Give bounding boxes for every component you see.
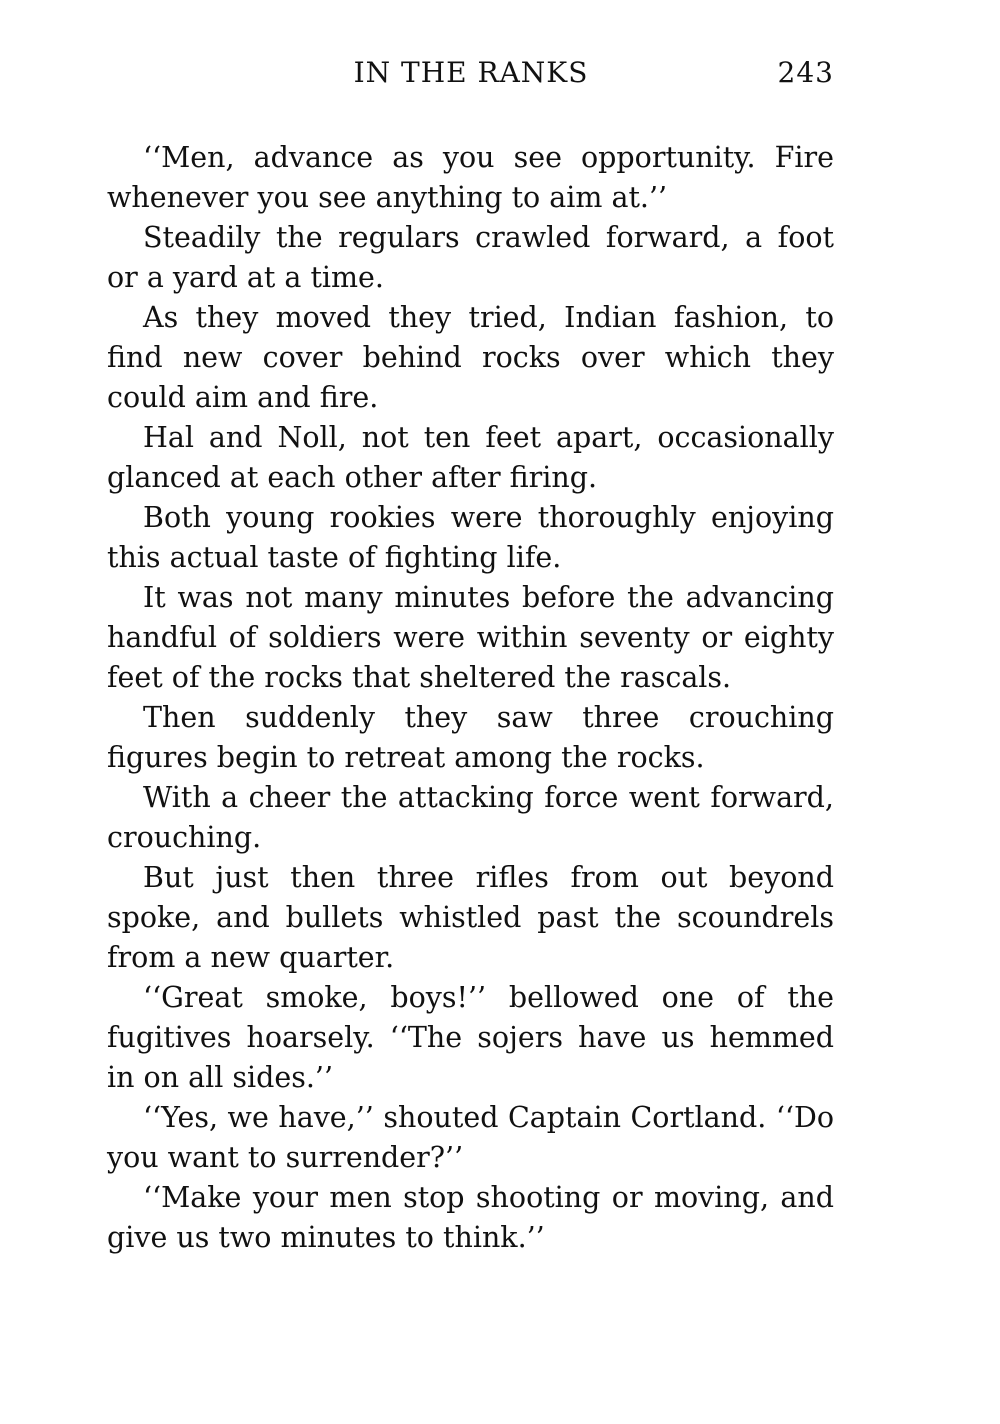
paragraph: As they moved they tried, Indian fashion, to find new cover behind rocks over which they could aim and fire. bbox=[107, 301, 834, 414]
running-head bbox=[108, 56, 834, 96]
paragraph: ‘‘Yes, we have,’’ shouted Captain Cortland. ‘‘Do you want to surrender?’’ bbox=[107, 1101, 834, 1174]
paragraph: With a cheer the attacking force went forward, crouching. bbox=[107, 781, 834, 854]
paragraph: Both young rookies were thoroughly enjoying this actual taste of fighting life. bbox=[107, 501, 834, 574]
paragraph: But just then three rifles from out beyond spoke, and bullets whistled past the scoundrels from a new quarter. bbox=[107, 861, 834, 974]
paragraph: ‘‘Make your men stop shooting or moving, and give us two minutes to think.’’ bbox=[107, 1181, 834, 1254]
paragraph: Then suddenly they saw three crouching figures begin to retreat among the rocks. bbox=[107, 701, 834, 774]
page-number: 243 bbox=[777, 56, 834, 89]
running-title: IN THE RANKS bbox=[353, 56, 589, 89]
body-text bbox=[107, 138, 834, 1258]
paragraph: Hal and Noll, not ten feet apart, occasionally glanced at each other after firing. bbox=[107, 421, 834, 494]
paragraph: ‘‘Great smoke, boys!’’ bellowed one of the fugitives hoarsely. ‘‘The sojers have us hemmed in on all sides.’’ bbox=[107, 981, 834, 1094]
paragraph: ‘‘Men, advance as you see opportunity. Fire whenever you see anything to aim at.’’ bbox=[107, 141, 834, 214]
paragraph: Steadily the regulars crawled forward, a foot or a yard at a time. bbox=[107, 221, 834, 294]
paragraph: It was not many minutes before the advancing handful of soldiers were within seventy or eighty feet of the rocks that sheltered the rascals. bbox=[107, 581, 834, 694]
